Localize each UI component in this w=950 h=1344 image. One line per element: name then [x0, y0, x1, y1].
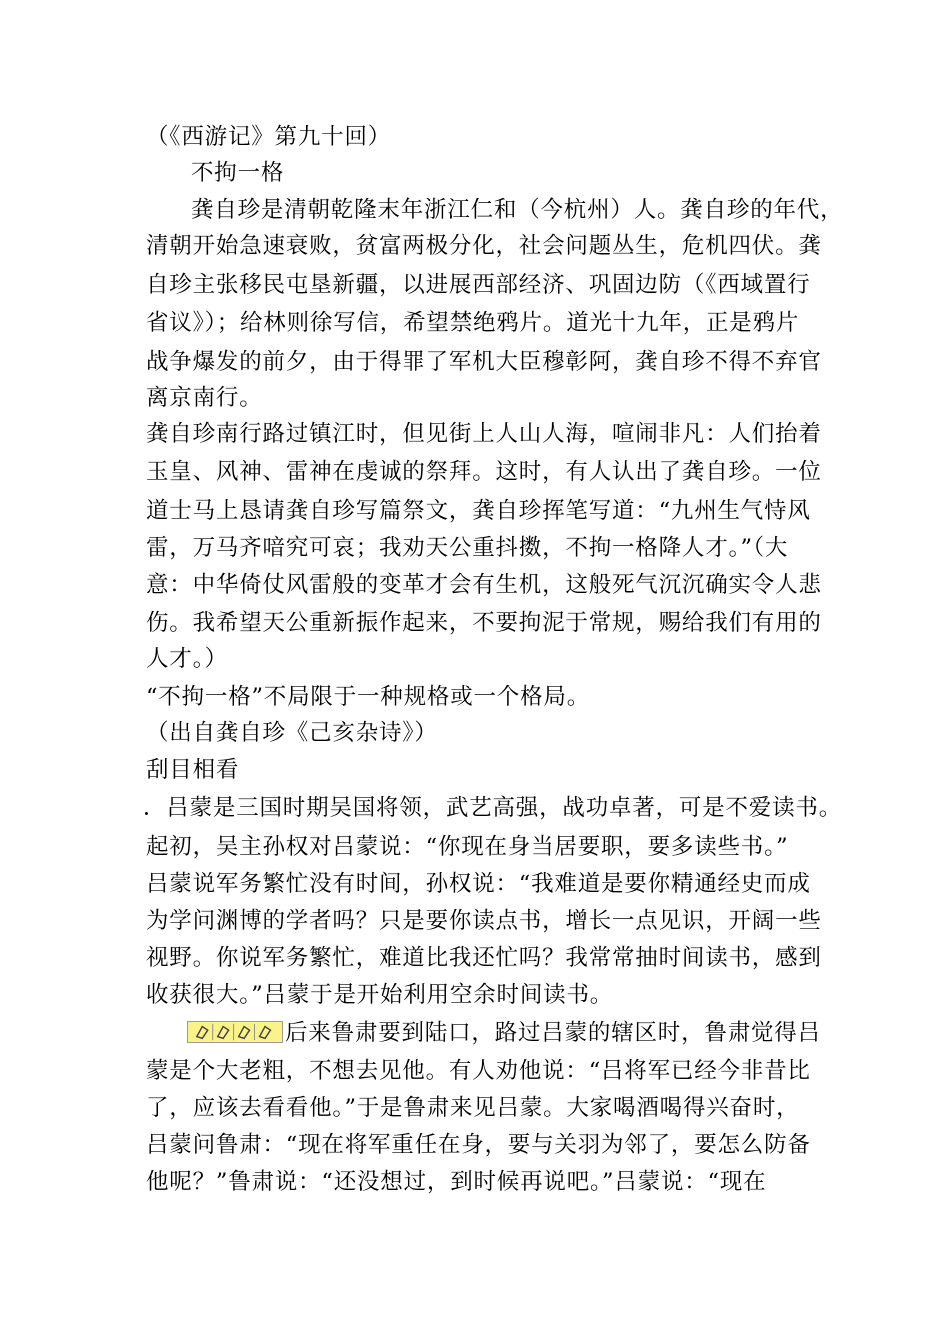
paragraph-line: 吕蒙问鲁肃：“现在将军重任在身，要与关羽为邻了，要怎么防备 — [146, 1132, 811, 1158]
paragraph-line: 清朝开始急速衰败，贫富两极分化，社会问题丛生，危机四伏。龚 — [146, 233, 822, 259]
paragraph-line: 人才。） — [146, 646, 228, 672]
paragraph-line: 龚自珍是清朝乾隆末年浙江仁和（今杭州）人。龚自珍的年代， — [191, 197, 844, 223]
paragraph-line: 蒙是个大老粗，不想去见他。有人劝他说：“吕将军已经今非昔比 — [146, 1058, 811, 1084]
paragraph-line: 龚自珍南行路过镇江时，但见街上人山人海，喧闹非凡：人们抬着 — [146, 421, 822, 447]
paragraph-line: “不拘一格”不局限于一种规格或一个格局。 — [146, 684, 591, 710]
source-note: （出自龚自珍《己亥杂诗》） — [146, 720, 438, 746]
paragraph-text: 后来鲁肃要到陆口，路过吕蒙的辖区时，鲁肃觉得吕 — [285, 1020, 821, 1046]
paragraph-line: 视野。你说军务繁忙，难道比我还忙吗？我常常抽时间读书，感到 — [146, 945, 822, 971]
paragraph-line: 道士马上恳请龚自珍写篇祭文，龚自珍挥笔写道：“九州生气恃风 — [146, 498, 811, 524]
paragraph-line: 为学问渊博的学者吗？只是要你读点书，增长一点见识，开阔一些 — [146, 908, 822, 934]
paragraph-line: 自珍主张移民屯垦新疆，以进展西部经济、巩固边防（《西域置行 — [146, 272, 811, 298]
paragraph-line: 雷，万马齐喑究可哀；我劝天公重抖擞，不拘一格降人才。”（大 — [146, 535, 789, 561]
paragraph-line: 起初，吴主孙权对吕蒙说：“你现在身当居要职，要多读些书。” — [146, 834, 789, 860]
paragraph-line: ．吕蒙是三国时期吴国将领，武艺高强，战功卓著，可是不爱读书。 — [143, 795, 843, 821]
section-heading: 不拘一格 — [191, 160, 285, 186]
paragraph-line: 了，应该去看看他。”于是鲁肃来见吕蒙。大家喝酒喝得兴奋时， — [146, 1095, 800, 1121]
paragraph-line: 他呢？”鲁肃说：“还没想过，到时候再说吧。”吕蒙说：“现在 — [146, 1169, 767, 1195]
paragraph-line: 伤。我希望天公重新振作起来，不要拘泥于常规，赐给我们有用的 — [146, 610, 822, 636]
paragraph-line: 省议》）；给林则徐写信，希望禁绝鸦片。道光十九年，正是鸦片 — [146, 310, 800, 336]
paragraph-line: 玉皇、风神、雷神在虔诚的祭拜。这时，有人认出了龚自珍。一位 — [146, 459, 822, 485]
source-note: （《西游记》第九十回） — [146, 124, 392, 150]
section-heading: 刮目相看 — [146, 757, 240, 783]
paragraph-line: 收获很大。”吕蒙于是开始利用空余时间读书。 — [146, 982, 614, 1008]
decorative-stamp-icon — [187, 1021, 283, 1043]
paragraph-line: 吕蒙说军务繁忙没有时间，孙权说：“我难道是要你精通经史而成 — [146, 871, 811, 897]
paragraph-line: 战争爆发的前夕，由于得罪了军机大臣穆彰阿，龚自珍不得不弃官 — [146, 349, 822, 375]
paragraph-line-with-stamp — [187, 1016, 821, 1050]
paragraph-line: 意：中华倚仗风雷般的变革才会有生机，这般死气沉沉确实令人悲 — [146, 572, 822, 598]
paragraph-line: 离京南行。 — [146, 385, 263, 411]
